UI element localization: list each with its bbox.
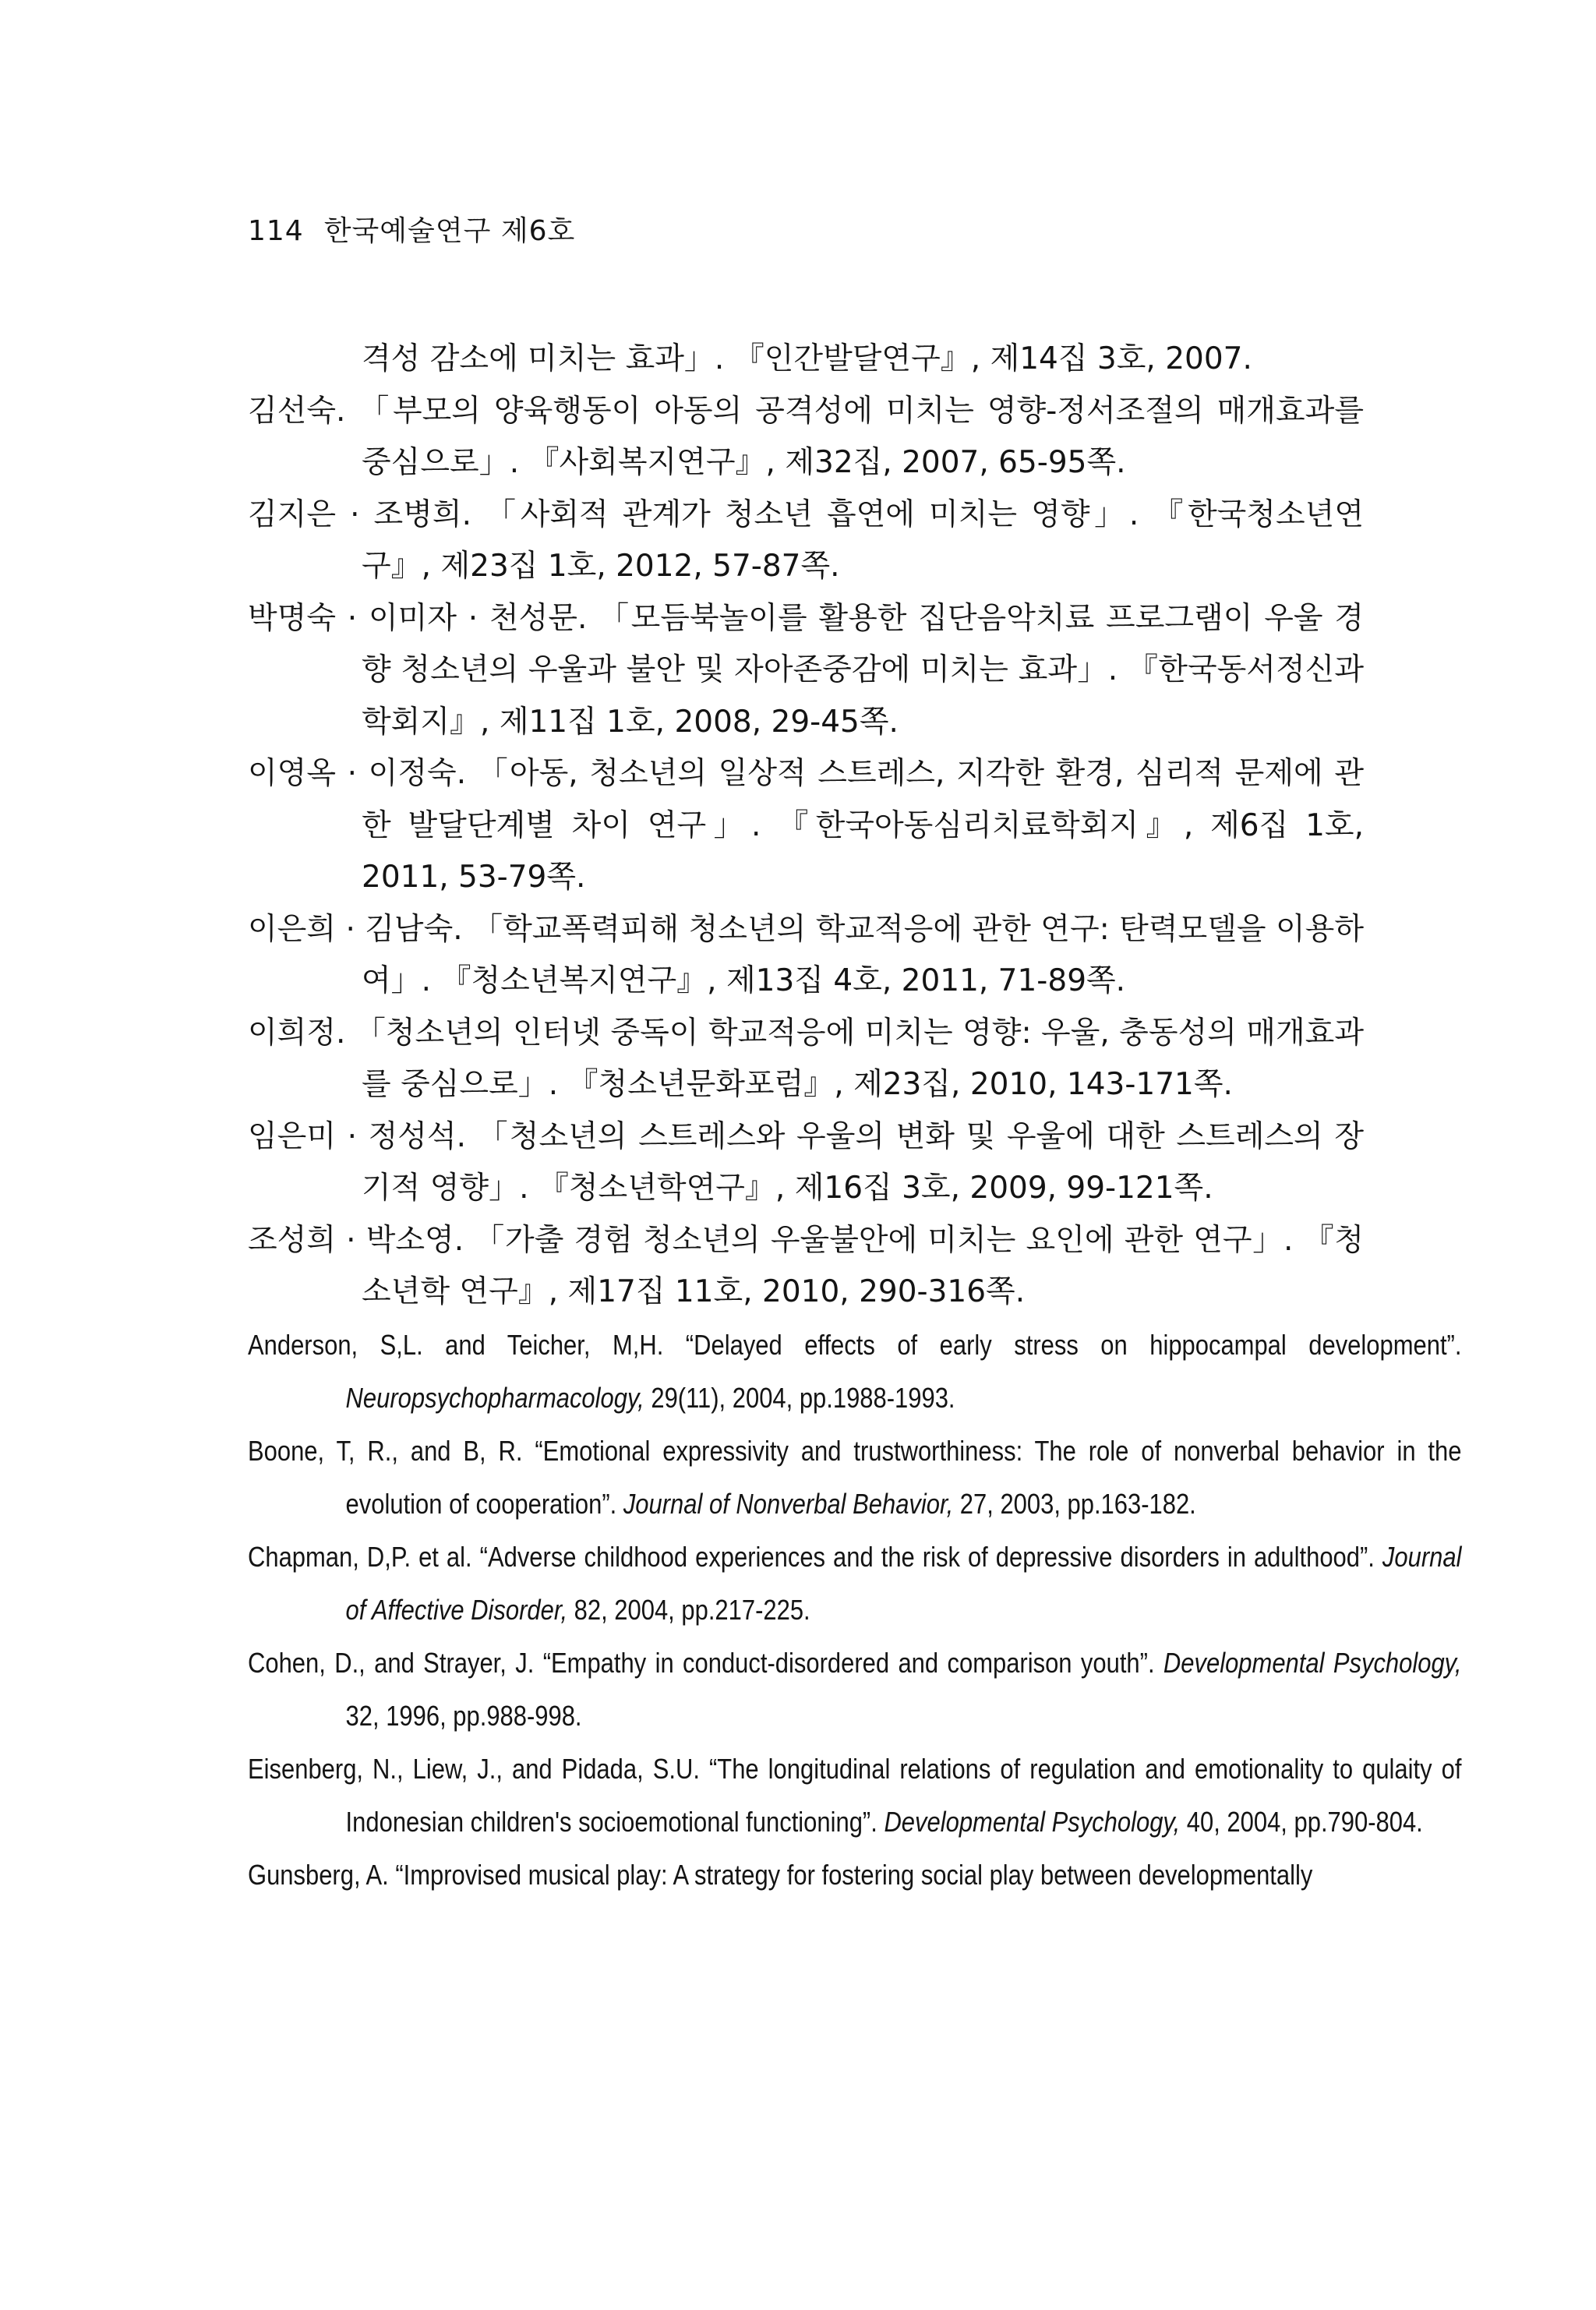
page-number: 114 [248,215,304,247]
reference-entry-en [248,1531,1461,1637]
ref-journal: Neuropsychopharmacology, [345,1381,644,1414]
ref-details: 40, 2004, pp.790-804. [1180,1805,1423,1838]
ref-journal: Developmental Psychology, [884,1805,1181,1838]
ref-journal: Developmental Psychology, [1163,1646,1462,1679]
ref-authors-title: Eisenberg, N., Liew, J., and Pidada, S.U. “The longitudinal relations of regulation and emotionality to qulaity of Indonesian children's socioemotional functioning”. [248,1752,1462,1838]
reference-entry: 이희정. 「청소년의 인터넷 중독이 학교적응에 미치는 영향: 우울, 충동성의 매개효과를 중심으로」. 『청소년문화포럼』, 제23집, 2010, 143-171쪽. [248,1015,1364,1102]
ref-authors-title: Anderson, S,L. and Teicher, M,H. “Delayed effects of early stress on hippocampal development”. [248,1328,1462,1361]
reference-entry: 이영옥 · 이정숙. 「아동, 청소년의 일상적 스트레스, 지각한 환경, 심리적 문제에 관한 발달단계별 차이 연구」. 『한국아동심리치료학회지』, 제6집 1호, 2011, 53-79쪽. [248,756,1364,895]
ref-authors-title: Boone, T, R., and B, R. “Emotional expressivity and trustworthiness: The role of nonverbal behavior in the evolution of cooperation”. [248,1434,1462,1520]
reference-entry: 김선숙. 「부모의 양육행동이 아동의 공격성에 미치는 영향-정서조절의 매개효과를 중심으로」. 『사회복지연구』, 제32집, 2007, 65-95쪽. [248,393,1364,480]
reference-continuation: 격성 감소에 미치는 효과」. 『인간발달연구』, 제14집 3호, 2007. [362,341,1252,376]
ref-details: 27, 2003, pp.163-182. [953,1487,1196,1520]
reference-entry-en [248,1425,1461,1531]
journal-title: 한국예술연구 제6호 [323,215,576,247]
reference-entry: 김지은 · 조병희. 「사회적 관계가 청소년 흡연에 미치는 영향」. 『한국청소년연구』, 제23집 1호, 2012, 57-87쪽. [248,496,1364,584]
ref-details: 82, 2004, pp.217-225. [567,1593,810,1626]
reference-entry-en [248,1319,1461,1425]
ref-authors-title: Cohen, D., and Strayer, J. “Empathy in conduct-disordered and comparison youth”. [248,1646,1163,1679]
ref-authors-title: Chapman, D,P. et al. “Adverse childhood experiences and the risk of depressive disorders in adulthood”. [248,1540,1382,1573]
reference-entry-en [248,1849,1461,1902]
ref-journal: Journal of Nonverbal Behavior, [623,1487,954,1520]
reference-entry-en [248,1637,1461,1743]
reference-entry: 임은미 · 정성석. 「청소년의 스트레스와 우울의 변화 및 우울에 대한 스트레스의 장기적 영향」. 『청소년학연구』, 제16집 3호, 2009, 99-121쪽. [248,1118,1364,1206]
ref-details: 32, 1996, pp.988-998. [345,1699,582,1732]
reference-list [248,334,1462,1902]
reference-entry: 조성희 · 박소영. 「가출 경험 청소년의 우울불안에 미치는 요인에 관한 연구」. 『청소년학 연구』, 제17집 11호, 2010, 290-316쪽. [248,1222,1364,1309]
ref-journal: Journal of Affective Disorder, [345,1540,1462,1626]
running-header [248,209,575,249]
reference-entry: 이은희 · 김남숙. 「학교폭력피해 청소년의 학교적응에 관한 연구: 탄력모델을 이용하여」. 『청소년복지연구』, 제13집 4호, 2011, 71-89쪽. [248,911,1364,998]
reference-entry-en [248,1743,1461,1849]
reference-entry: 박명숙 · 이미자 · 천성문. 「모듬북놀이를 활용한 집단음악치료 프로그램이 우울 경향 청소년의 우울과 불안 및 자아존중감에 미치는 효과」. 『한국동서정신과 학회지』, 제11집 1호, 2008, 29-45쪽. [248,600,1364,740]
ref-authors-title: Gunsberg, A. “Improvised musical play: A strategy for fostering social play between developmentally [248,1858,1313,1891]
ref-details: 29(11), 2004, pp.1988-1993. [644,1381,955,1414]
